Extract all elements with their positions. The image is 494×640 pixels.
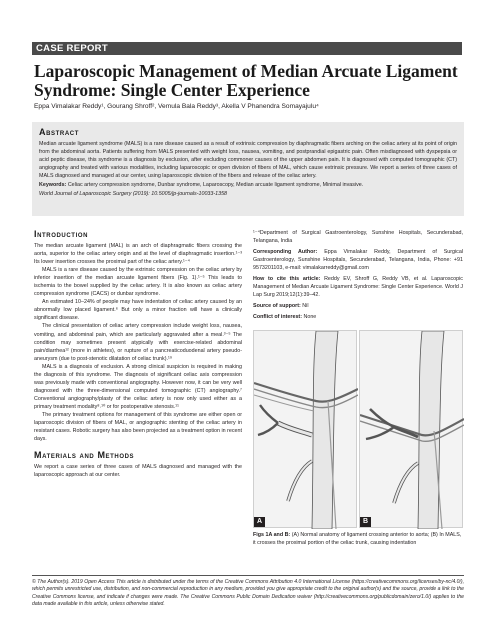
intro-paragraph: MALS is a rare disease caused by the extrinsic compression on the celiac artery by inferior insertion of the median arcuate ligament fibers (Fig. 1).¹⁻⁵ This leads to ischemia to the bowel supplied by the celiac artery. It is also known as celiac artery compression syndrome (CACS) or dunbar syndrome. <box>34 267 242 298</box>
figure-panel-b <box>359 330 463 528</box>
left-column <box>34 229 242 479</box>
figure-panel-a <box>253 330 357 528</box>
article-type-banner <box>32 42 462 55</box>
corresponding-author <box>253 248 463 272</box>
abstract-heading: Abstract <box>39 127 79 137</box>
source-of-support <box>253 302 463 310</box>
abstract-text: Median arcuate ligament syndrome (MALS) is a rare disease caused as a result of extrinsic compression by diaphragmatic fibers arching on the celiac artery at its point of origin from the abdominal aorta. Patients suffering from MALS presented with weight loss, nausea, vomiting, and postprandial epigastric pain. Often misdiagnosed with dyspepsia or acid peptic disease, this syndrome is a diagnosis by exclusion, after excluding commoner causes of the upper abdomen pain. It is diagnosed with computed tomographic (CT) angiography and treated with various modalities, including laparoscopic or open division of fibers of MAL, which cause extrinsic pressure. We report a series of three cases of MALS diagnosed and managed at our center, using laparoscopic division of the fibers and release of the celiac artery. <box>39 141 457 180</box>
article-title: Laparoscopic Management of Median Arcuate Ligament Syndrome: Single Center Experience <box>34 61 458 100</box>
figure-caption <box>253 531 463 547</box>
conflict-text: None <box>303 314 317 321</box>
conflict-label: Conflict of interest: <box>253 314 302 321</box>
panel-a-label: A <box>254 517 265 527</box>
right-column <box>253 229 463 324</box>
methods-heading: Materials and Methods <box>34 450 135 461</box>
conflict-of-interest <box>253 313 463 321</box>
introduction-heading: Introduction <box>34 229 89 239</box>
support-label: Source of support: <box>253 303 301 310</box>
article-type-label: CASE REPORT <box>36 43 108 54</box>
intro-paragraph: The clinical presentation of celiac artery compression include weight loss, nausea, vomiting, and abdominal pain, which are particularly aggravated after a meal.³⁻⁵ The condition may sometimes present atypically with exercise-related abdominal pain/diarrhea¹² (more in athletes), or rupture of a pancreaticoduodenal artery pseudo-aneurysm (due to post-stenotic dilatation of celiac trunk).¹⁹ <box>34 323 242 362</box>
abstract-box <box>32 122 464 216</box>
keywords-text: Celiac artery compression syndrome, Dunbar syndrome, Laparoscopy, Median arcuate ligament syndrome, Minimal invasive. <box>67 182 364 189</box>
journal-citation: World Journal of Laparoscopic Surgery (2019): 10.5005/jp-journals-10033-1358 <box>39 190 228 197</box>
cite-label: How to cite this article: <box>253 276 321 283</box>
intro-paragraph: An estimated 10–24% of people may have indentation of celiac artery caused by an abnormally low placed ligament.⁶ But only a minor fraction will have a clinically significant disease. <box>34 299 242 322</box>
cite-text: Reddy EV, Shroff G, Reddy VB, et al. Laparoscopic Management of Median Arcuate Ligament Syndrome: Single Center Experience. World J Lap Surg 2019;12(1):39–42. <box>253 276 463 299</box>
keywords-line <box>39 181 457 189</box>
intro-paragraph: The median arcuate ligament (MAL) is an arch of diaphragmatic fibers crossing the aorta, superior to the celiac artery origin and at the level of diaphragmatic insertion.¹⁻³ Its lower insertion crosses the proximal part of the celiac artery.¹⁻⁴ <box>34 243 242 266</box>
anatomy-illustration-b <box>360 331 464 529</box>
figure-1 <box>253 330 463 528</box>
keywords-label: Keywords: <box>39 182 67 189</box>
intro-paragraph: MALS is a diagnosis of exclusion. A strong clinical suspicion is required in making the diagnosis of this syndrome. The diagnosis of significant celiac axis compression was previously made with conventional angiography. However now, it can be very well diagnosed with the three-dimensional computed tomographic (CT) angiography.⁷ Conventional angiography/plasty of the celiac artery is now only used either as a primary treatment modality⁸˒¹⁰ or for postoperative stenosis.¹¹ <box>34 363 242 410</box>
methods-paragraph: We report a case series of three cases of MALS diagnosed and managed with the laparoscopic approach at our center. <box>34 464 242 479</box>
author-list: Eppa Vimalakar Reddy¹, Gourang Shroff², Vemula Bala Reddy³, Akella V Phanendra Somayajulu⁴ <box>34 103 319 110</box>
how-to-cite <box>253 275 463 299</box>
panel-b-label: B <box>360 517 371 527</box>
support-text: Nil <box>302 303 309 310</box>
corresponding-label: Corresponding Author: <box>253 249 318 256</box>
corresponding-text: Eppa Vimalakar Reddy, Department of Surgical Gastroenterology, Sunshine Hospitals, Secunderabad, Telangana, India, Phone: +91 9573201103, e-mail: vimalakarreddy@gmail.com <box>253 249 463 272</box>
caption-text: (A) Normal anatomy of ligament crossing anterior to aorta; (B) In MALS, it crosses the proximal portion of the celiac trunk, causing indentation <box>253 532 462 547</box>
anatomy-illustration-a <box>254 331 358 529</box>
intro-paragraph: The primary treatment options for management of this syndrome are either open or laparoscopic division of fibers of MAL, or angiographic stenting of the celiac artery in resistant cases. Robotic surgery has also been projected as a treatment option in recent days. <box>34 411 242 443</box>
footer-divider <box>32 575 464 576</box>
affiliation: ¹⁻⁴Department of Surgical Gastroenterology, Sunshine Hospitals, Secunderabad, Telangana, India <box>253 230 463 245</box>
caption-label: Figs 1A and B: <box>253 532 291 538</box>
license-footer: © The Author(s). 2019 Open Access This article is distributed under the terms of the Creative Commons Attribution 4.0 International License (https://creativecommons.org/licenses/by-nc/4.0/), which permits unrestricted use, distribution, and non-commercial reproduction in any medium, provided you give appropriate credit to the original author(s) and the source, provide a link to the Creative Commons license, and indicate if changes were made. The Creative Commons Public Domain Dedication waiver (http://creativecommons.org/publicdomain/zero/1.0/) applies to the data made available in this article, unless otherwise stated. <box>32 579 464 608</box>
